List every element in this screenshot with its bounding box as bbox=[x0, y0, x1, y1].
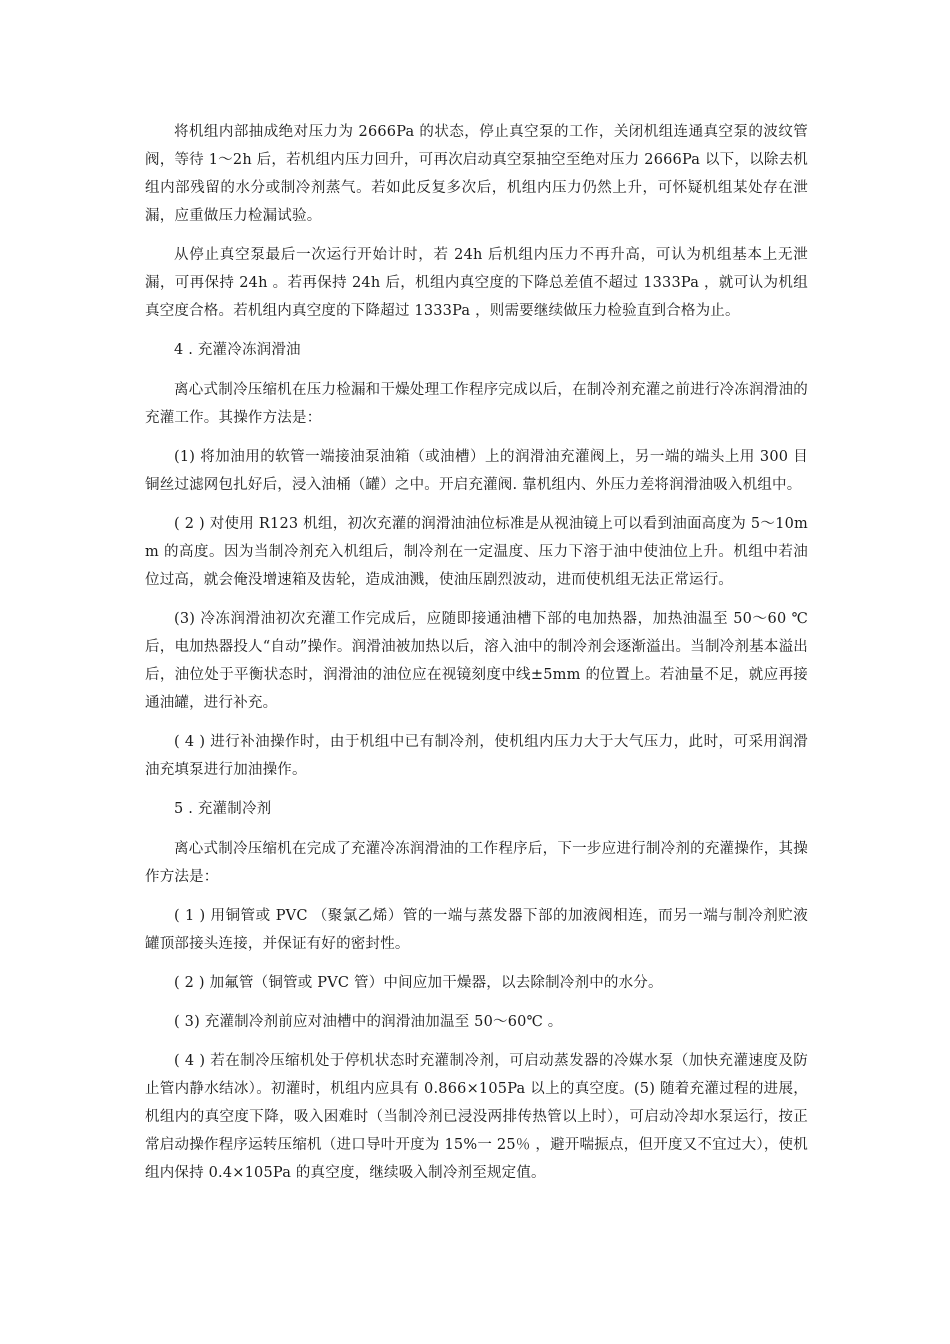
document-body bbox=[145, 118, 808, 1198]
section-heading-refrigerant-charging: 5 . 充灌制冷剂 bbox=[174, 801, 272, 817]
paragraph-oil-step-3: (3) 冷冻润滑油初次充灌工作完成后，应随即接通油槽下部的电加热器，加热油温至 50～60 ℃ 后，电加热器投人“自动”操作。润滑油被加热以后，溶入油中的制冷剂会逐渐溢出。当制冷剂基本溢出后，油位处于平衡状态时，润滑油的油位应在视镜刻度中线±5mm 的位置上。若油量不足，就应再接通油罐，进行补充。 bbox=[145, 611, 808, 711]
paragraph-evacuation: 将机组内部抽成绝对压力为 2666Pa 的状态，停止真空泵的工作，关闭机组连通真空泵的波纹管阀，等待 1～2h 后，若机组内压力回升，可再次启动真空泵抽空至绝对压力 2666Pa 以下，以除去机组内部残留的水分或制冷剂蒸气。若如此反复多次后，机组内压力仍然上升，可怀疑机组某处存在泄漏，应重做压力检漏试验。 bbox=[145, 124, 808, 224]
paragraph-refrigerant-intro: 离心式制冷压缩机在完成了充灌冷冻润滑油的工作程序后，下一步应进行制冷剂的充灌操作，其操作方法是： bbox=[145, 841, 808, 885]
paragraph-refrigerant-step-3: ( 3) 充灌制冷剂前应对油槽中的润滑油加温至 50～60℃ 。 bbox=[174, 1014, 563, 1030]
paragraph-oil-intro: 离心式制冷压缩机在压力检漏和干燥处理工作程序完成以后，在制冷剂充灌之前进行冷冻润滑油的充灌工作。其操作方法是： bbox=[145, 382, 808, 426]
paragraph-refrigerant-step-2: ( 2 ) 加氟管（铜管或 PVC 管）中间应加干燥器，以去除制冷剂中的水分。 bbox=[174, 975, 663, 991]
paragraph-oil-step-4: ( 4 ) 进行补油操作时，由于机组中已有制冷剂，使机组内压力大于大气压力，此时，可采用润滑油充填泵进行加油操作。 bbox=[145, 734, 808, 778]
paragraph-refrigerant-step-4: ( 4 ) 若在制冷压缩机处于停机状态时充灌制冷剂，可启动蒸发器的冷媒水泵（加快充灌速度及防止管内静水结冰）。初灌时，机组内应具有 0.866×105Pa 以上的真空度。(5) 随着充灌过程的进展，机组内的真空度下降，吸入困难时（当制冷剂已浸没两排传热管以上时），可启动冷却水泵运行，按正常启动操作程序运转压缩机（进口导叶开度为 15%一 25％ ，避开喘振点，但开度又不宜过大），使机组内保持 0.4×105Pa 的真空度，继续吸入制冷剂至规定值。 bbox=[145, 1053, 808, 1181]
paragraph-oil-step-2: ( 2 ) 对使用 R123 机组，初次充灌的润滑油油位标准是从视油镜上可以看到油面高度为 5～10mm 的高度。因为当制冷剂充入机组后，制冷剂在一定温度、压力下溶于油中使油位上升。机组中若油位过高，就会俺没增速箱及齿轮，造成油溅，使油压剧烈波动，进而使机组无法正常运行。 bbox=[145, 516, 808, 588]
paragraph-oil-step-1: (1) 将加油用的软管一端接油泵油箱（或油槽）上的润滑油充灌阀上，另一端的端头上用 300 目铜丝过滤网包扎好后，浸入油桶（罐）之中。开启充灌阀. 靠机组内、外压力差将润滑油吸入机组中。 bbox=[145, 449, 808, 493]
paragraph-vacuum-hold: 从停止真空泵最后一次运行开始计时，若 24h 后机组内压力不再升高，可认为机组基本上无泄漏，可再保持 24h 。若再保持 24h 后，机组内真空度的下降总差值不超过 1333Pa ，就可认为机组真空度合格。若机组内真空度的下降超过 1333Pa ，则需要继续做压力检验直到合格为止。 bbox=[145, 247, 808, 319]
section-heading-oil-charging: 4 . 充灌冷冻润滑油 bbox=[174, 342, 301, 358]
paragraph-refrigerant-step-1: ( 1 ) 用铜管或 PVC （聚氯乙烯）管的一端与蒸发器下部的加液阀相连，而另一端与制冷剂贮液罐顶部接头连接，并保证有好的密封性。 bbox=[145, 908, 808, 952]
